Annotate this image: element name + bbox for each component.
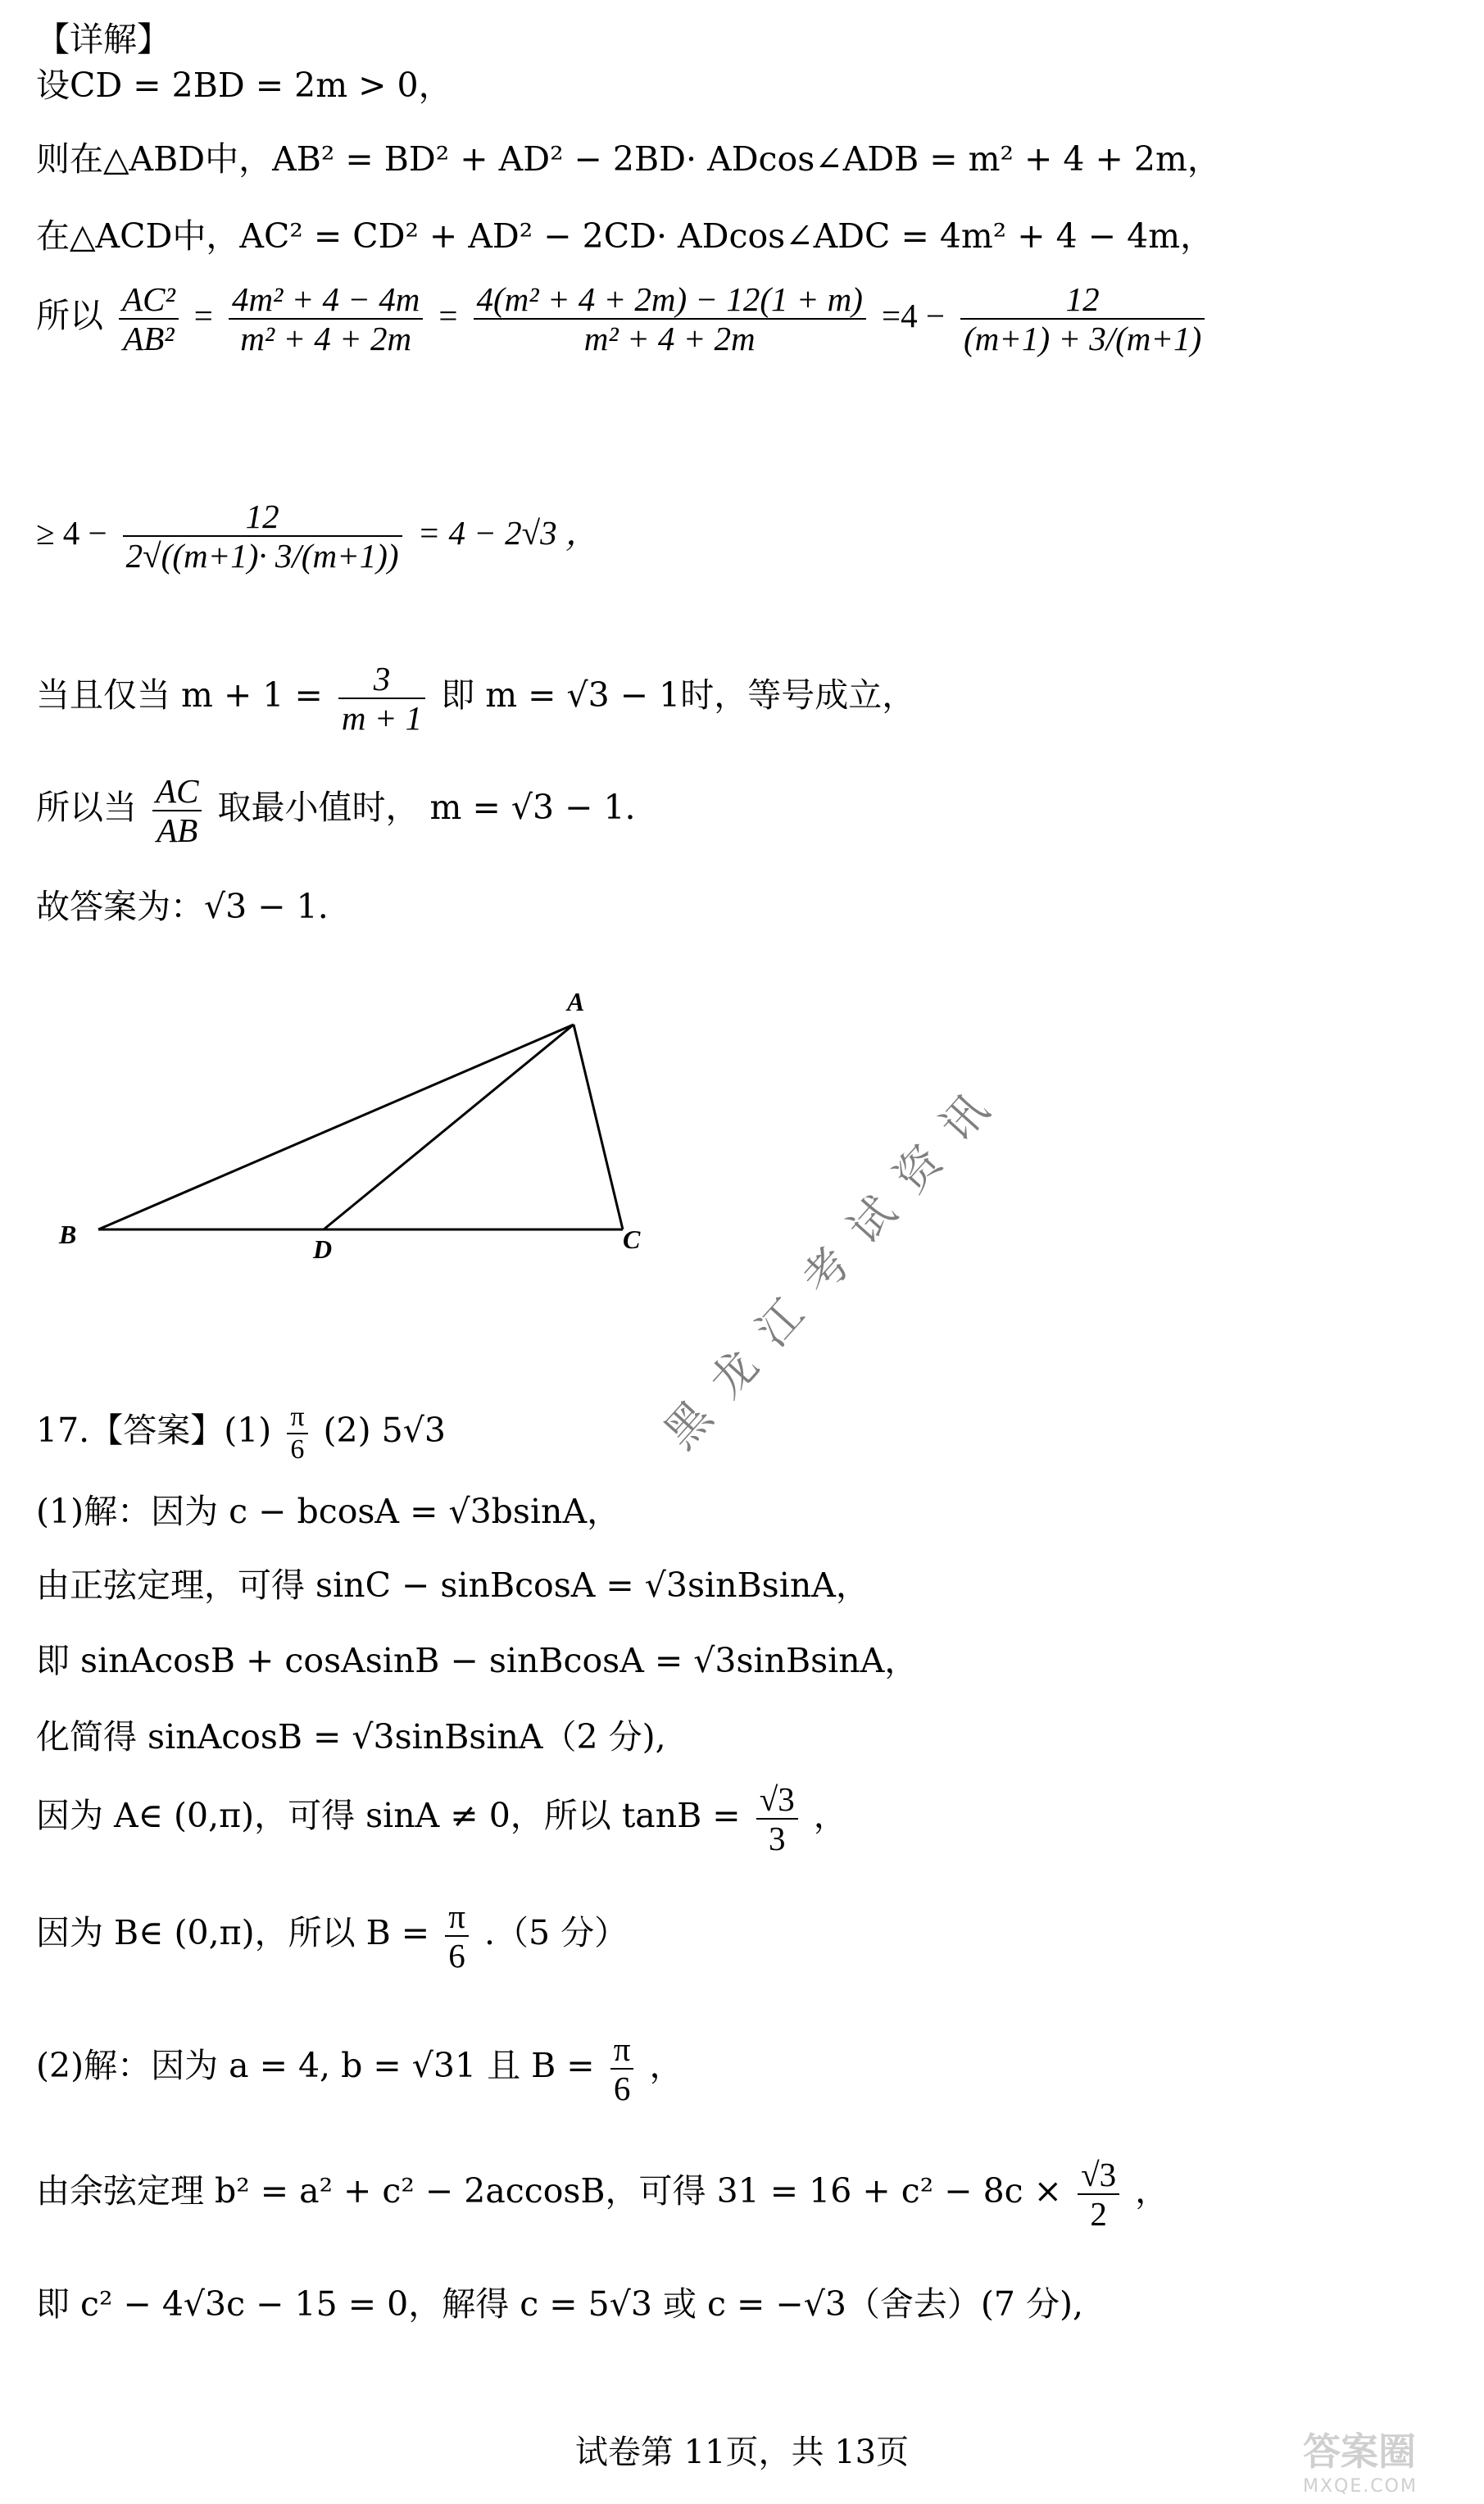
vertex-label-c: C — [623, 1225, 641, 1254]
line6-prefix: 当且仅当 m + 1 = — [36, 675, 323, 715]
triangle-figure — [49, 979, 688, 1275]
fraction-am-gm: $\frac{12}{2√((m+1)\cdot 3/(m+1))}$ — [123, 498, 402, 575]
part1-line-5-suffix: ， — [813, 1796, 847, 1835]
side-ba — [98, 1025, 574, 1229]
part2-line-2-suffix: ， — [1135, 2171, 1169, 2211]
part1-line-6 — [36, 1892, 628, 1975]
vertex-label-b: B — [59, 1220, 77, 1249]
section-heading: 【详解】 — [36, 20, 170, 59]
watermark-text: 黑龙江考试资讯 — [654, 1066, 1015, 1459]
page-footer: 试卷第 11页，共 13页 — [574, 2434, 910, 2471]
answer-17-suffix: (2) 5√3 — [323, 1411, 446, 1450]
fraction-sqrt3-over-3: $\frac{√3}{3}$ — [756, 1780, 798, 1857]
solution-line-2: 则在△ABD中，AB² = BD² + AD² − 2BD· ADcos∠ADB = m² + 4 + 2m， — [36, 139, 1221, 179]
fraction-step-3: $\frac{\text{4(m² + 4 + 2m) − 12(1 + m)}}{\text{m² + 4 + 2m}}$ — [474, 280, 866, 357]
part1-line-5-prefix: 因为 A∈ (0,π)，可得 sinA ≠ 0，所以 tanB = — [36, 1796, 741, 1835]
corner-logo — [1303, 2422, 1475, 2496]
line4-prefix: 所以 — [36, 296, 103, 335]
solution-line-5 — [36, 488, 599, 578]
segment-ad — [324, 1025, 574, 1229]
part1-line-4: 化简得 sinAcosB = √3sinBsinA（2 分), — [36, 1717, 666, 1756]
answer-17-prefix: 17.【答案】(1) — [36, 1411, 272, 1450]
solution-line-7 — [36, 766, 636, 849]
solution-line-6 — [36, 654, 915, 737]
part1-line-6-prefix: 因为 B∈ (0,π)，所以 B = — [36, 1913, 430, 1952]
part1-line-5 — [36, 1770, 847, 1861]
side-ac — [574, 1025, 623, 1229]
line5-prefix: ≥ 4 − — [36, 514, 107, 552]
fraction-step-4: $\frac{12}{(m+1) + 3/(m+1)}$ — [960, 280, 1205, 357]
vertex-label-a: A — [567, 987, 585, 1016]
fraction-ac-ab: $\frac{AC}{AB}$ — [152, 772, 202, 849]
part2-line-1-suffix: ， — [649, 2046, 683, 2085]
part1-line-6-suffix: .（5 分） — [483, 1913, 629, 1952]
fraction-pi-over-6-b: $\frac{\pi}{6}$ — [610, 2030, 634, 2107]
line4-eq4: =4 − — [881, 297, 945, 334]
part2-line-1 — [36, 2025, 683, 2107]
part1-line-2: 由正弦定理，可得 sinC − sinBcosA = √3sinBsinA， — [36, 1566, 869, 1605]
solution-line-4: 所以 $\frac{\text{AC²}}{\text{AB²}}$ = $\frac{\text{4m² + 4 − 4m}}{\text{m² + 4 + 2m}}$ = $\frac{\text{4(m² + 4 + 2m) − 12(1 + m)}}{\text{m² + 4 + 2m}}$ =4 − $\frac{12}{(m+1) + 3/(m+1)}$ — [36, 270, 1209, 361]
part2-line-1-prefix: (2)解：因为 a = 4, b = √31 且 B = — [36, 2046, 595, 2085]
part2-line-2-prefix: 由余弦定理 b² = a² + c² − 2accosB，可得 31 = 16 + c² − 8c × — [36, 2171, 1063, 2211]
fraction-step-2: $\frac{\text{4m² + 4 − 4m}}{\text{m² + 4 + 2m}}$ — [229, 280, 423, 357]
fraction-sqrt3-over-2: $\frac{√3}{2}$ — [1078, 2156, 1119, 2233]
corner-logo-mark: 答案圈 — [1303, 2429, 1416, 2474]
solution-line-8: 故答案为：√3 − 1. — [36, 887, 329, 926]
part1-line-3: 即 sinAcosB + cosAsinB − sinBcosA = √3sinBsinA， — [36, 1641, 919, 1680]
line6-suffix: 即 m = √3 − 1时，等号成立， — [441, 675, 916, 715]
corner-logo-url: MXQE.COM — [1303, 2476, 1418, 2497]
fraction-pi-over-6: $\frac{\pi}{6}$ — [445, 1897, 469, 1975]
fraction-pi-6: $\frac{\pi}{6}$ — [287, 1402, 307, 1466]
fraction-ac2-ab2: $\frac{\text{AC²}}{\text{AB²}}$ — [119, 280, 179, 357]
solution-line-3: 在△ACD中，AC² = CD² + AD² − 2CD· ADcos∠ADC = 4m² + 4 − 4m， — [36, 216, 1214, 256]
solution-line-1: 设CD = 2BD = 2m > 0， — [36, 66, 452, 105]
answer-17 — [36, 1393, 446, 1467]
part2-line-3: 即 c² − 4√3c − 15 = 0，解得 c = 5√3 或 c = −√3（舍去）(7 分), — [36, 2284, 1084, 2324]
line7-prefix: 所以当 — [36, 788, 137, 827]
line7-suffix: 取最小值时， m = √3 − 1. — [217, 788, 636, 827]
part1-line-1: (1)解：因为 c − bcosA = √3bsinA， — [36, 1492, 621, 1531]
line5-suffix: = 4 − 2√3 ， — [417, 514, 599, 552]
fraction-3-over-m1: $\frac{3}{m + 1}$ — [338, 660, 425, 737]
vertex-label-d: D — [313, 1234, 333, 1264]
part2-line-2 — [36, 2146, 1169, 2236]
